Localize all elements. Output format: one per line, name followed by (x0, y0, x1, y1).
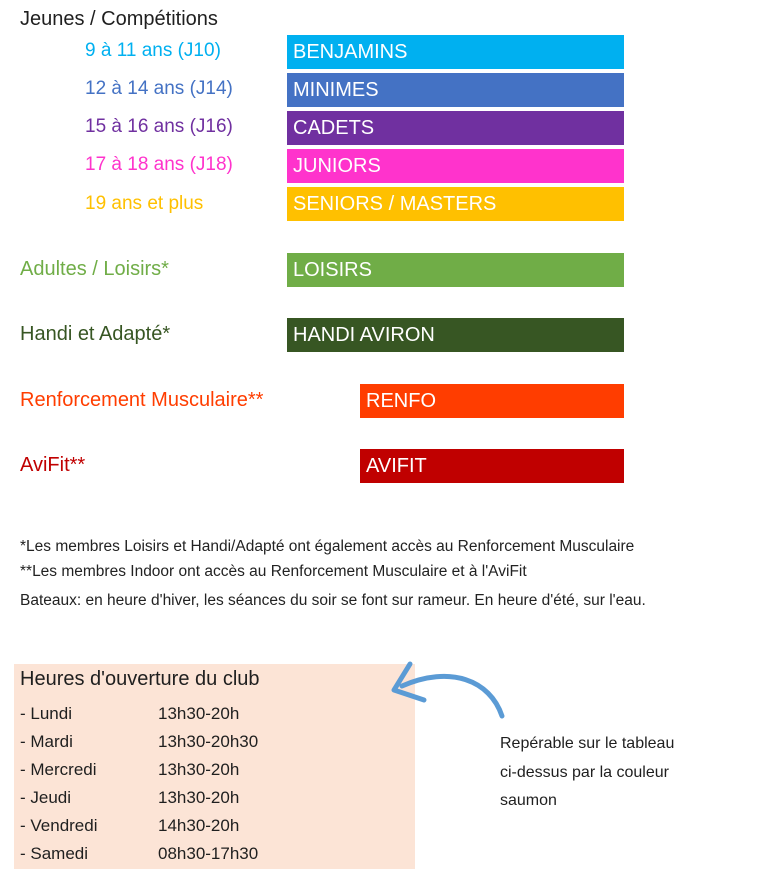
hours-day: - Mercredi (20, 760, 97, 779)
section-title: Jeunes / Compétitions (20, 8, 218, 30)
group-bar-handi-aviron: HANDI AVIRON (287, 318, 624, 352)
category-handi-adapte: Handi et Adapté* (20, 323, 171, 345)
hours-day: - Lundi (20, 704, 72, 723)
age-range-j18: 17 à 18 ans (J18) (85, 154, 233, 175)
side-note (500, 730, 674, 816)
hours-day: - Samedi (20, 844, 89, 863)
age-range-seniors: 19 ans et plus (85, 193, 204, 214)
hours-time: 08h30-17h30 (158, 844, 259, 863)
hours-time: 13h30-20h (158, 760, 240, 779)
category-renforcement: Renforcement Musculaire** (20, 389, 264, 411)
opening-hours-title: Heures d'ouverture du club (20, 668, 260, 690)
note-bateaux: Bateaux: en heure d'hiver, les séances du soir se font sur rameur. En heure d'été, sur l'eau. (20, 592, 646, 609)
group-bar-benjamins: BENJAMINS (287, 35, 624, 69)
hours-time: 14h30-20h (158, 816, 240, 835)
age-range-j16: 15 à 16 ans (J16) (85, 116, 233, 137)
hours-time: 13h30-20h (158, 704, 240, 723)
group-bar-loisirs: LOISIRS (287, 253, 624, 287)
hours-day: - Mardi (20, 732, 73, 751)
footnote-loisirs-handi: *Les membres Loisirs et Handi/Adapté ont également accès au Renforcement Musculaire (20, 538, 635, 555)
group-bar-renfo: RENFO (360, 384, 624, 418)
hours-day: - Jeudi (20, 788, 72, 807)
age-range-j10: 9 à 11 ans (J10) (85, 40, 221, 61)
side-note-line: saumon (500, 792, 557, 809)
group-bar-minimes: MINIMES (287, 73, 624, 107)
age-range-j14: 12 à 14 ans (J14) (85, 78, 233, 99)
category-adultes-loisirs: Adultes / Loisirs* (20, 258, 169, 280)
side-note-line: ci-dessus par la couleur (500, 763, 669, 781)
side-note-line: Repérable sur le tableau (500, 735, 675, 752)
footnote-indoor: **Les membres Indoor ont accès au Renforcement Musculaire et à l'AviFit (20, 563, 527, 580)
hours-time: 13h30-20h30 (158, 732, 259, 751)
hours-day: - Vendredi (20, 816, 98, 835)
category-avifit: AviFit** (20, 454, 86, 476)
hours-time: 13h30-20h (158, 788, 240, 807)
group-bar-cadets: CADETS (287, 111, 624, 145)
opening-hours-panel (14, 664, 415, 869)
curved-arrow-left-icon (380, 650, 520, 730)
group-bar-seniors-masters: SENIORS / MASTERS (287, 187, 624, 221)
group-bar-avifit: AVIFIT (360, 449, 624, 483)
group-bar-juniors: JUNIORS (287, 149, 624, 183)
